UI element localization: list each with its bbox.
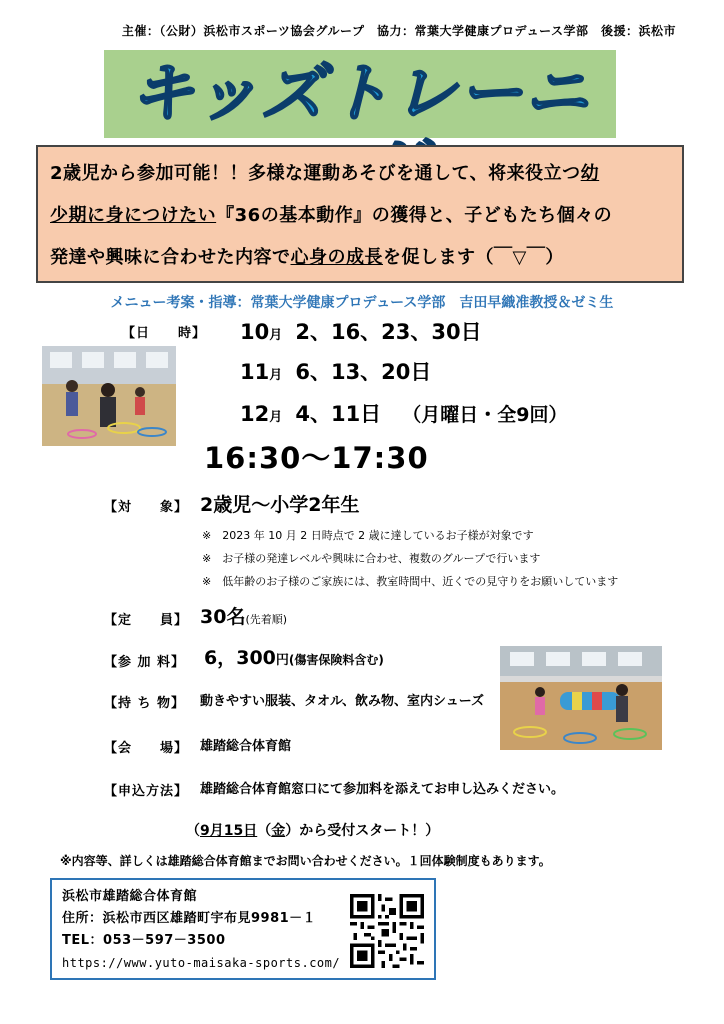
activity-photo-1 (42, 346, 176, 446)
day-list: 4、11日 (295, 402, 382, 426)
start-line (186, 820, 439, 840)
month-number: 10 (240, 320, 270, 344)
capacity-row (200, 602, 287, 629)
start-paren: ） (285, 823, 300, 839)
footnote: ※内容等、詳しくは雄踏総合体育館までお問い合わせください。１回体験制度もあります。 (60, 854, 551, 868)
month-unit: 月 (269, 368, 283, 383)
qr-code[interactable] (350, 894, 424, 968)
page-title: キッズトレーニ (129, 57, 591, 131)
fee-label: 【参 加 料】 (104, 655, 186, 670)
contact-tel: TEL：053－597－3500 (62, 933, 226, 948)
intro-underlined: 少期に身につけたい (50, 205, 217, 226)
schedule-december (240, 398, 568, 428)
capacity-note: (先着順) (245, 613, 288, 626)
schedule-label: 【日 時】 (122, 326, 207, 341)
items-value: 動きやすい服装、タオル、飲み物、室内シューズ (200, 694, 485, 709)
activity-photo-2 (500, 646, 662, 750)
start-weekday: 金 (271, 823, 286, 839)
items-label: 【持 ち 物】 (104, 696, 186, 711)
target-note-1: ※ 2023 年 10 月 2 日時点で 2 歳に達しているお子様が対象です (202, 529, 534, 542)
start-rest: から受付スタート！） (299, 823, 440, 839)
fee-row (204, 643, 384, 670)
target-note-2: ※ お子様の発達レベルや興味に合わせ、複数のグループで行います (202, 552, 541, 565)
target-note-3: ※ 低年齢のお子様のご家族には、教室時間中、近くでの見守りをお願いしています (202, 575, 619, 588)
month-number: 11 (240, 360, 270, 384)
intro-text: 2歳児から参加可能！！多様な運動あそびを通して、将来役立つ (50, 163, 581, 184)
apply-value: 雄踏総合体育館窓口にて参加料を添えてお申し込みください。 (200, 782, 565, 797)
apply-label: 【申込方法】 (104, 784, 189, 799)
fee-unit: 円 (275, 653, 289, 668)
contact-address: 住所：浜松市西区雄踏町宇布見9981－１ (62, 911, 317, 926)
intro-underlined: 心身の成長 (290, 247, 383, 268)
capacity-label: 【定 員】 (104, 613, 189, 628)
month-unit: 月 (269, 328, 283, 343)
intro-line-3 (50, 237, 670, 279)
intro-line-2 (50, 195, 670, 237)
intro-text: 『36の基本動作』の獲得と、子どもたち個々の (216, 205, 613, 226)
start-date: 9月15日 (200, 823, 258, 839)
target-value: 2歳児〜小学2年生 (200, 494, 360, 516)
contact-name: 浜松市雄踏総合体育館 (62, 889, 198, 904)
fee-note: (傷害保険料含む) (288, 653, 384, 667)
capacity-value: 30名 (200, 606, 246, 628)
start-paren: （ (257, 823, 272, 839)
venue-label: 【会 場】 (104, 741, 189, 756)
title-banner (104, 50, 616, 138)
schedule-time: 16:30〜17:30 (204, 441, 429, 475)
sponsor-line: 主催：（公財）浜松市スポーツ協会グループ 協力：常葉大学健康プロデュース学部 後援：浜松市 (121, 24, 676, 38)
intro-underlined: 幼 (580, 163, 600, 184)
intro-line-1 (50, 153, 670, 195)
month-number: 12 (240, 402, 270, 426)
intro-box (36, 145, 684, 283)
intro-text: を促します（￣▽￣） (383, 247, 564, 268)
month-unit: 月 (269, 410, 283, 425)
target-label: 【対 象】 (104, 500, 189, 515)
day-list: 6、13、20日 (295, 360, 432, 384)
fee-value: 6，300 (204, 647, 276, 669)
intro-text: 発達や興味に合わせた内容で (50, 247, 291, 268)
day-list: 2、16、23、30日 (295, 320, 482, 344)
venue-value: 雄踏総合体育館 (200, 739, 292, 754)
schedule-note: （月曜日・全9回） (402, 404, 568, 426)
start-open: （ (186, 823, 200, 839)
schedule-november (240, 356, 431, 386)
schedule-october (240, 316, 482, 346)
contact-url[interactable]: https://www.yuto-maisaka-sports.com/ (62, 956, 341, 970)
menu-credit: メニュー考案・指導：常葉大学健康プロデュース学部 吉田早織准教授＆ゼミ生 (110, 295, 614, 311)
